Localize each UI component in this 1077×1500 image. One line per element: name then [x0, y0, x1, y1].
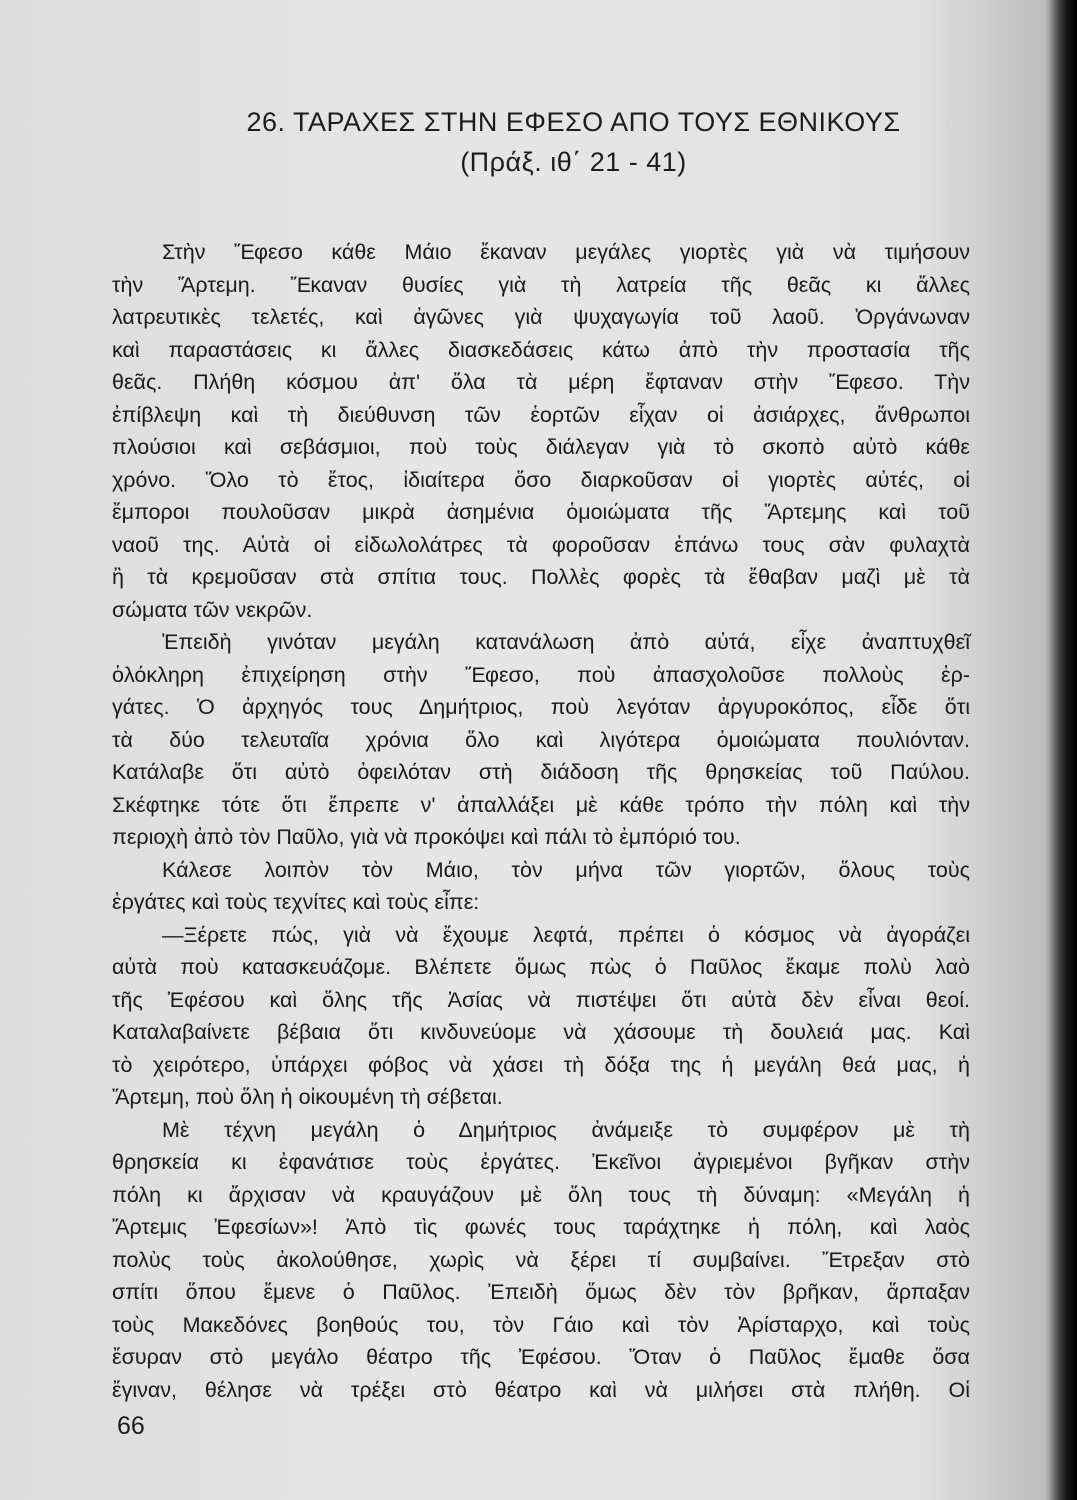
text-line: ἔγιναν, θέλησε νὰ τρέξει στὸ θέατρο καὶ νὰ μιλήσει στὰ πλήθη. Οἱ — [112, 1377, 970, 1402]
text-line: Καταλαβαίνετε βέβαια ὅτι κινδυνεύομε νὰ χάσουμε τὴ δουλειά μας. Καὶ — [112, 1020, 970, 1044]
text-line: γάτες. Ὁ ἀρχηγός τους Δημήτριος, ποὺ λεγόταν ἀργυροκόπος, εἶδε ὅτι — [112, 695, 970, 719]
text-line: θρησκεία κι ἐφανάτισε τοὺς ἐργάτες. Ἐκεῖνοι ἀγριεμένοι βγῆκαν στὴν — [112, 1150, 970, 1174]
text-line: τὸ χειρότερο, ὑπάρχει φόβος νὰ χάσει τὴ δόξα της ἡ μεγάλη θεά μας, ἡ — [112, 1052, 970, 1077]
text-line: πόλη κι ἄρχισαν νὰ κραυγάζουν μὲ ὅλη τους τὴ δύναμη: «Μεγάλη ἡ — [112, 1182, 970, 1207]
text-line: Σκέφτηκε τότε ὅτι ἔπρεπε ν' ἀπαλλάξει μὲ κάθε τρόπο τὴν πόλη καὶ τὴν — [112, 792, 970, 817]
text-line: ναοῦ της. Αὐτὰ οἱ εἰδωλολάτρες τὰ φοροῦσαν ἐπάνω τους σὰν φυλαχτὰ — [112, 532, 970, 557]
text-line: περιοχὴ ἀπὸ τὸν Παῦλο, γιὰ νὰ προκόψει καὶ πάλι τὸ ἐμπόριό του. — [112, 825, 741, 849]
text-line: πολὺς τοὺς ἀκολούθησε, χωρὶς νὰ ξέρει τί συμβαίνει. Ἔτρεξαν στὸ — [112, 1247, 970, 1272]
text-line: θεᾶς. Πλήθη κόσμου ἀπ' ὅλα τὰ μέρη ἔφταναν στὴν Ἔφεσο. Τὴν — [112, 370, 970, 394]
text-line: τοὺς Μακεδόνες βοηθούς του, τὸν Γάιο καὶ τὸν Ἀρίσταρχο, καὶ τοὺς — [112, 1312, 970, 1337]
text-line: σπίτι ὅπου ἔμενε ὁ Παῦλος. Ἐπειδὴ ὅμως δὲν τὸν βρῆκαν, ἅρπαξαν — [112, 1280, 970, 1304]
text-line: σώματα τῶν νεκρῶν. — [112, 597, 313, 622]
text-line: ἢ τὰ κρεμοῦσαν στὰ σπίτια τους. Πολλὲς φορὲς τὰ ἔθαβαν μαζὶ μὲ τὰ — [112, 565, 970, 589]
text-line: Κατάλαβε ὅτι αὐτὸ ὀφειλόταν στὴ διάδοση τῆς θρησκείας τοῦ Παύλου. — [112, 760, 970, 784]
text-line: ἐπίβλεψη καὶ τὴ διεύθυνση τῶν ἑορτῶν εἶχαν οἱ ἀσιάρχες, ἄνθρωποι — [112, 402, 970, 427]
text-line: χρόνο. Ὅλο τὸ ἔτος, ἰδιαίτερα ὅσο διαρκοῦσαν οἱ γιορτὲς αὐτές, οἱ — [112, 467, 970, 492]
chapter-title: 26. ΤΑΡΑΧΕΣ ΣΤΗΝ ΕΦΕΣΟ ΑΠΟ ΤΟΥΣ ΕΘΝΙΚΟΥΣ — [246, 107, 901, 137]
body-text — [112, 236, 970, 1406]
page-number: 66 — [117, 1412, 145, 1440]
text-line: καὶ παραστάσεις κι ἄλλες διασκεδάσεις κάτω ἀπὸ τὴν προστασία τῆς — [112, 337, 970, 362]
text-line: Ἄρτεμη, ποὺ ὅλη ἡ οἰκουμένη τὴ σέβεται. — [112, 1085, 503, 1109]
text-line: αὐτὰ ποὺ κατασκευάζομε. Βλέπετε ὅμως πὼς ὁ Παῦλος ἔκαμε πολὺ λαὸ — [112, 955, 970, 979]
text-line: Ἄρτεμις Ἐφεσίων»! Ἀπὸ τὶς φωνές τους ταράχτηκε ἡ πόλη, καὶ λαὸς — [112, 1215, 970, 1239]
text-line: Κάλεσε λοιπὸν τὸν Μάιο, τὸν μήνα τῶν γιορτῶν, ὅλους τοὺς — [162, 857, 970, 882]
chapter-subtitle: (Πράξ. ιθ΄ 21 - 41) — [460, 147, 687, 177]
text-line: —Ξέρετε πώς, γιὰ νὰ ἔχουμε λεφτά, πρέπει ὁ κόσμος νὰ ἀγοράζει — [162, 922, 970, 947]
binding-shadow — [1049, 0, 1077, 1500]
text-line: λατρευτικὲς τελετές, καὶ ἀγῶνες γιὰ ψυχαγωγία τοῦ λαοῦ. Ὀργάνωναν — [112, 305, 970, 329]
text-line: Στὴν Ἔφεσο κάθε Μάιο ἔκαναν μεγάλες γιορτὲς γιὰ νὰ τιμήσουν — [162, 240, 970, 264]
text-line: πλούσιοι καὶ σεβάσμιοι, ποὺ τοὺς διάλεγαν γιὰ τὸ σκοπὸ αὐτὸ κάθε — [112, 435, 970, 459]
text-line: τῆς Ἐφέσου καὶ ὅλης τῆς Ἀσίας νὰ πιστέψει ὅτι αὐτὰ δὲν εἶναι θεοί. — [112, 987, 970, 1012]
text-line: ἔμποροι πουλοῦσαν μικρὰ ἀσημένια ὁμοιώματα τῆς Ἄρτεμης καὶ τοῦ — [112, 500, 970, 524]
chapter-heading — [0, 102, 1077, 182]
text-line: Ἐπειδὴ γινόταν μεγάλη κατανάλωση ἀπὸ αὐτά, εἶχε ἀναπτυχθεῖ — [162, 630, 970, 654]
text-line: Μὲ τέχνη μεγάλη ὁ Δημήτριος ἀνάμειξε τὸ συμφέρον μὲ τὴ — [162, 1117, 970, 1142]
text-line: ἔσυραν στὸ μεγάλο θέατρο τῆς Ἐφέσου. Ὅταν ὁ Παῦλος ἔμαθε ὅσα — [112, 1345, 970, 1369]
text-line: τὰ δύο τελευταῖα χρόνια ὅλο καὶ λιγότερα ὁμοιώματα πουλιόνταν. — [112, 727, 970, 752]
text-line: ἐργάτες καὶ τοὺς τεχνίτες καὶ τοὺς εἶπε: — [112, 890, 480, 914]
text-line: ὁλόκληρη ἐπιχείρηση στὴν Ἔφεσο, ποὺ ἀπασχολοῦσε πολλοὺς ἐρ- — [112, 662, 970, 687]
text-line: τὴν Ἄρτεμη. Ἔκαναν θυσίες γιὰ τὴ λατρεία τῆς θεᾶς κι ἄλλες — [112, 272, 970, 297]
